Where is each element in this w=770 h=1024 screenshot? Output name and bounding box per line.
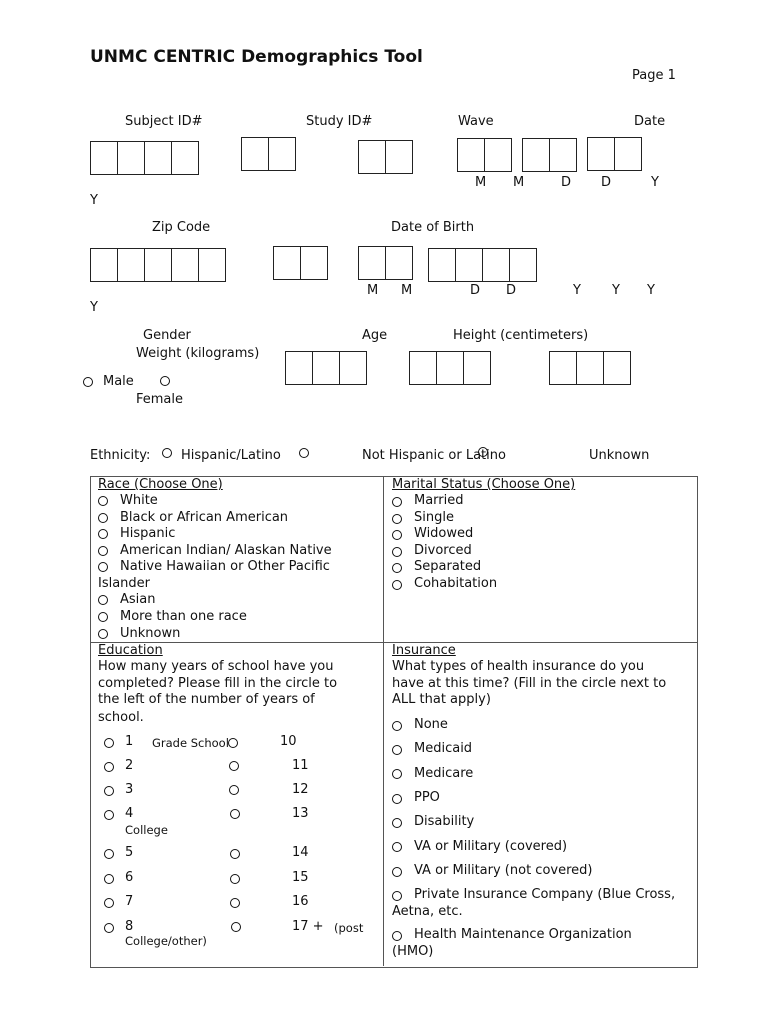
education-radio-13[interactable] <box>230 809 240 819</box>
education-years: 8 <box>125 919 134 934</box>
zip-extra-boxes[interactable] <box>273 246 328 280</box>
not-hispanic-radio[interactable] <box>299 448 309 458</box>
dob-d1: D <box>470 283 481 298</box>
dob-label: Date of Birth <box>391 220 475 235</box>
education-years: 10 <box>280 734 297 749</box>
marital-radio-widowed[interactable] <box>392 530 402 540</box>
unknown-ethnicity-label: Unknown <box>589 448 650 463</box>
dob-d2: D <box>506 283 517 298</box>
education-years: 17 + <box>292 919 324 934</box>
education-years: 6 <box>125 870 134 885</box>
date-year-boxes[interactable] <box>587 137 642 171</box>
race-option-continued: Islander <box>98 576 151 591</box>
insurance-check-none[interactable] <box>392 721 402 731</box>
date-month-boxes[interactable] <box>457 138 512 172</box>
insurance-option: Disability <box>414 814 475 829</box>
dob-month-boxes[interactable] <box>358 246 413 280</box>
education-radio-10[interactable] <box>228 738 238 748</box>
education-radio-3[interactable] <box>104 786 114 796</box>
marital-option: Single <box>414 510 454 525</box>
dob-y4: Y <box>90 300 98 315</box>
race-radio-white[interactable] <box>98 496 108 506</box>
education-radio-14[interactable] <box>230 849 240 859</box>
education-radio-6[interactable] <box>104 874 114 884</box>
education-radio-11[interactable] <box>229 761 239 771</box>
male-label: Male <box>103 374 134 389</box>
education-question: school. <box>98 710 144 725</box>
insurance-option: Private Insurance Company (Blue Cross, <box>414 887 676 902</box>
insurance-check-medicare[interactable] <box>392 769 402 779</box>
insurance-question: What types of health insurance do you <box>392 659 645 674</box>
education-radio-4[interactable] <box>104 810 114 820</box>
age-boxes[interactable] <box>285 351 367 385</box>
zip-code-label: Zip Code <box>152 220 211 235</box>
page-title: UNMC CENTRIC Demographics Tool <box>90 47 423 67</box>
education-years: 11 <box>292 758 309 773</box>
date-d1: D <box>561 175 572 190</box>
marital-option: Widowed <box>414 526 474 541</box>
date-day-boxes[interactable] <box>522 138 577 172</box>
education-radio-17-plus[interactable] <box>231 922 241 932</box>
marital-title: Marital Status (Choose One) <box>392 477 576 492</box>
education-years: 5 <box>125 845 134 860</box>
education-years: 12 <box>292 782 309 797</box>
education-years: 7 <box>125 894 134 909</box>
insurance-option: Health Maintenance Organization <box>414 927 632 942</box>
female-radio[interactable] <box>160 376 170 386</box>
education-question: How many years of school have you <box>98 659 334 674</box>
race-radio-asian[interactable] <box>98 595 108 605</box>
date-d2: D <box>601 175 612 190</box>
insurance-option: PPO <box>414 790 440 805</box>
insurance-option: Medicare <box>414 766 474 781</box>
marital-radio-married[interactable] <box>392 497 402 507</box>
date-y2: Y <box>90 193 98 208</box>
race-option: White <box>120 493 158 508</box>
college-label: College <box>125 823 168 837</box>
education-years: 4 <box>125 806 134 821</box>
race-radio-native-hawaiian[interactable] <box>98 562 108 572</box>
insurance-question: have at this time? (Fill in the circle next to <box>392 676 667 691</box>
education-title: Education <box>98 643 163 658</box>
race-radio-black[interactable] <box>98 513 108 523</box>
race-option: Unknown <box>120 626 181 641</box>
weight-label: Weight (kilograms) <box>136 346 260 361</box>
education-radio-8[interactable] <box>104 923 114 933</box>
education-radio-16[interactable] <box>230 898 240 908</box>
marital-radio-divorced[interactable] <box>392 547 402 557</box>
insurance-check-medicaid[interactable] <box>392 745 402 755</box>
education-years: 16 <box>292 894 309 909</box>
insurance-title: Insurance <box>392 643 456 658</box>
insurance-option: VA or Military (not covered) <box>414 863 593 878</box>
age-label: Age <box>362 328 388 343</box>
education-years: 2 <box>125 758 134 773</box>
education-radio-15[interactable] <box>230 874 240 884</box>
marital-option: Married <box>414 493 464 508</box>
study-id-label: Study ID# <box>306 114 373 129</box>
weight-boxes[interactable] <box>549 351 631 385</box>
dob-m1: M <box>367 283 379 298</box>
insurance-check-disability[interactable] <box>392 818 402 828</box>
marital-radio-separated[interactable] <box>392 563 402 573</box>
hispanic-label: Hispanic/Latino <box>181 448 281 463</box>
race-radio-hispanic[interactable] <box>98 529 108 539</box>
dob-year-boxes[interactable] <box>428 248 537 282</box>
ethnicity-label: Ethnicity: <box>90 448 151 463</box>
education-years: 3 <box>125 782 134 797</box>
page-number: Page 1 <box>632 68 676 83</box>
dob-y1: Y <box>573 283 581 298</box>
race-title: Race (Choose One) <box>98 477 223 492</box>
table-divider-vertical <box>383 476 384 966</box>
race-option: Black or African American <box>120 510 289 525</box>
race-radio-unknown[interactable] <box>98 629 108 639</box>
date-m2: M <box>513 175 525 190</box>
height-boxes[interactable] <box>409 351 491 385</box>
marital-option: Cohabitation <box>414 576 498 591</box>
subject-id-boxes[interactable] <box>90 141 199 175</box>
education-question: completed? Please fill in the circle to <box>98 676 338 691</box>
education-years: 13 <box>292 806 309 821</box>
insurance-option: Medicaid <box>414 741 473 756</box>
subject-id-label: Subject ID# <box>125 114 203 129</box>
wave-boxes[interactable] <box>358 140 413 174</box>
insurance-check-private[interactable] <box>392 891 402 901</box>
marital-option: Separated <box>414 559 482 574</box>
race-option: Asian <box>120 592 156 607</box>
insurance-option-continued: (HMO) <box>392 944 434 959</box>
grade-school-label: Grade School <box>152 736 229 750</box>
dob-m2: M <box>401 283 413 298</box>
education-years: 14 <box>292 845 309 860</box>
insurance-option: None <box>414 717 448 732</box>
hispanic-radio[interactable] <box>162 448 172 458</box>
race-option: Native Hawaiian or Other Pacific <box>120 559 330 574</box>
date-m1: M <box>475 175 487 190</box>
gender-label: Gender <box>143 328 191 343</box>
unknown-ethnicity-radio[interactable] <box>478 447 488 457</box>
race-option: American Indian/ Alaskan Native <box>120 543 332 558</box>
insurance-option-continued: Aetna, etc. <box>392 904 463 919</box>
education-question: the left of the number of years of <box>98 692 315 707</box>
post-college-label: College/other) <box>125 934 207 948</box>
dob-y3: Y <box>647 283 655 298</box>
race-radio-more-than-one[interactable] <box>98 612 108 622</box>
insurance-check-hmo[interactable] <box>392 931 402 941</box>
education-radio-5[interactable] <box>104 849 114 859</box>
insurance-check-va-not-covered[interactable] <box>392 867 402 877</box>
race-radio-american-indian[interactable] <box>98 546 108 556</box>
education-radio-1[interactable] <box>104 738 114 748</box>
marital-radio-cohabitation[interactable] <box>392 580 402 590</box>
race-option: Hispanic <box>120 526 176 541</box>
height-label: Height (centimeters) <box>453 328 589 343</box>
not-hispanic-label: Not Hispanic or Latino <box>362 448 506 463</box>
study-id-boxes[interactable] <box>241 137 296 171</box>
education-radio-7[interactable] <box>104 898 114 908</box>
female-label: Female <box>136 392 184 407</box>
education-years: 15 <box>292 870 309 885</box>
insurance-question: ALL that apply) <box>392 692 491 707</box>
marital-option: Divorced <box>414 543 472 558</box>
post-label: (post <box>334 921 364 935</box>
marital-radio-single[interactable] <box>392 514 402 524</box>
male-radio[interactable] <box>83 377 93 387</box>
race-option: More than one race <box>120 609 247 624</box>
wave-label: Wave <box>458 114 494 129</box>
zip-code-boxes[interactable] <box>90 248 226 282</box>
insurance-check-ppo[interactable] <box>392 794 402 804</box>
dob-y2: Y <box>612 283 620 298</box>
education-radio-12[interactable] <box>229 785 239 795</box>
date-y1: Y <box>651 175 659 190</box>
education-radio-2[interactable] <box>104 762 114 772</box>
date-label: Date <box>634 114 666 129</box>
insurance-option: VA or Military (covered) <box>414 839 568 854</box>
insurance-check-va-covered[interactable] <box>392 842 402 852</box>
education-years: 1 <box>125 734 134 749</box>
